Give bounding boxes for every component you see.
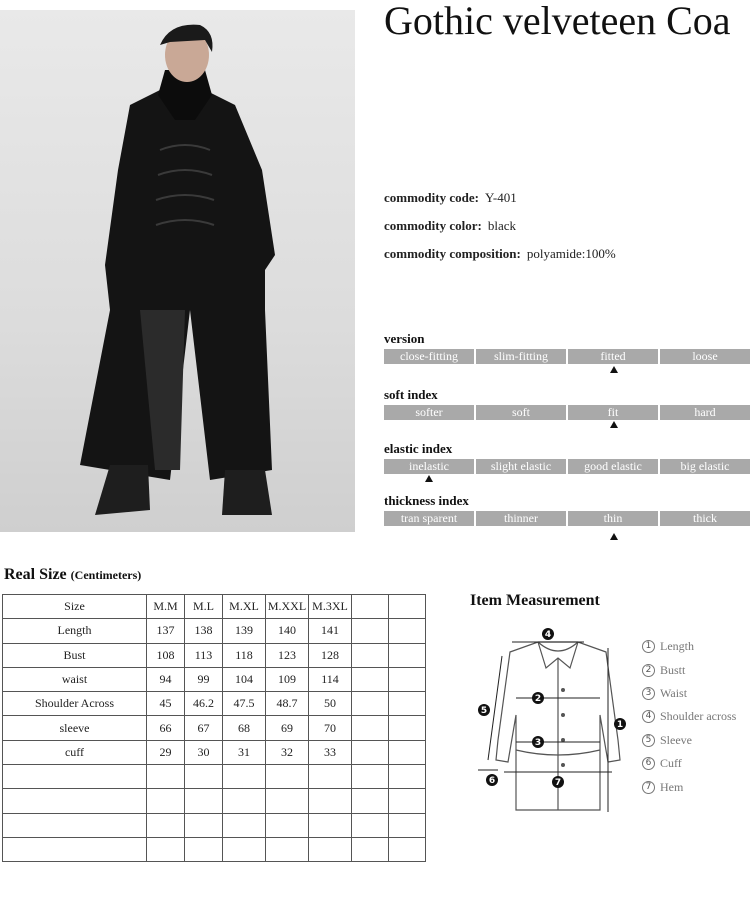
legend-number: 4 [642, 710, 655, 723]
table-cell [266, 789, 309, 813]
table-cell [352, 716, 389, 740]
table-cell: 32 [266, 740, 309, 764]
soft-index-scale [384, 405, 750, 420]
table-cell [266, 765, 309, 789]
table-cell: 47.5 [223, 692, 266, 716]
table-cell [147, 789, 185, 813]
legend-item-waist [642, 682, 736, 705]
table-cell: 66 [147, 716, 185, 740]
table-row [3, 692, 426, 716]
commodity-composition-value: polyamide:100% [526, 246, 616, 261]
legend-label: Shoulder across [660, 709, 737, 724]
thickness-index-title: thickness index [384, 493, 469, 508]
table-cell [147, 813, 185, 837]
table-cell: 69 [266, 716, 309, 740]
table-cell [223, 789, 266, 813]
legend-number: 5 [642, 734, 655, 747]
soft-index-option: hard [660, 405, 750, 420]
soft-index-option: fit [568, 405, 658, 420]
table-cell [389, 813, 426, 837]
table-cell [223, 813, 266, 837]
table-cell [352, 813, 389, 837]
thickness-index-option: thick [660, 511, 750, 526]
soft-index-title: soft index [384, 387, 438, 402]
table-cell [389, 837, 426, 861]
elastic-index-option: slight elastic [476, 459, 566, 474]
table-row [3, 643, 426, 667]
version-option: loose [660, 349, 750, 364]
table-cell [389, 667, 426, 691]
table-cell [223, 765, 266, 789]
table-cell: cuff [3, 740, 147, 764]
table-cell [185, 837, 223, 861]
svg-text:2: 2 [534, 694, 542, 704]
svg-text:1: 1 [616, 720, 624, 730]
table-cell [389, 643, 426, 667]
table-cell: 114 [309, 667, 352, 691]
table-cell [223, 837, 266, 861]
table-cell [389, 716, 426, 740]
table-cell [147, 837, 185, 861]
table-cell [147, 765, 185, 789]
table-header-cell: M.XXL [266, 595, 309, 619]
table-cell: 128 [309, 643, 352, 667]
table-cell: sleeve [3, 716, 147, 740]
table-cell: 141 [309, 619, 352, 643]
table-cell: 46.2 [185, 692, 223, 716]
table-cell: 67 [185, 716, 223, 740]
table-cell: 139 [223, 619, 266, 643]
commodity-color-value: black [487, 218, 516, 233]
soft-index-option: soft [476, 405, 566, 420]
table-row [3, 619, 426, 643]
commodity-code-row [384, 190, 517, 206]
legend-item-shoulder [642, 705, 736, 728]
elastic-index-option: big elastic [660, 459, 750, 474]
table-cell: 108 [147, 643, 185, 667]
table-cell [266, 813, 309, 837]
table-cell [352, 740, 389, 764]
legend-label: Length [660, 639, 694, 654]
table-cell: 33 [309, 740, 352, 764]
table-cell: 45 [147, 692, 185, 716]
commodity-code-value: Y-401 [484, 190, 517, 205]
table-cell [389, 692, 426, 716]
table-cell: Bust [3, 643, 147, 667]
table-cell [3, 765, 147, 789]
legend-number: 3 [642, 687, 655, 700]
elastic-index-title: elastic index [384, 441, 453, 456]
table-row [3, 667, 426, 691]
table-cell [389, 740, 426, 764]
table-row [3, 813, 426, 837]
table-cell: Shoulder Across [3, 692, 147, 716]
svg-text:3: 3 [534, 738, 542, 748]
table-cell [266, 837, 309, 861]
table-cell: 118 [223, 643, 266, 667]
table-cell [309, 765, 352, 789]
table-row [3, 765, 426, 789]
soft-index-marker [610, 421, 618, 428]
elastic-index-option: good elastic [568, 459, 658, 474]
table-cell: 29 [147, 740, 185, 764]
table-cell: 50 [309, 692, 352, 716]
legend-number: 7 [642, 781, 655, 794]
thickness-index-option: thinner [476, 511, 566, 526]
table-cell [389, 619, 426, 643]
table-cell: 140 [266, 619, 309, 643]
table-cell: 99 [185, 667, 223, 691]
commodity-color-label: commodity color: [384, 218, 482, 233]
table-header-cell: M.3XL [309, 595, 352, 619]
table-cell: 104 [223, 667, 266, 691]
table-cell: 31 [223, 740, 266, 764]
thickness-index-option: tran sparent [384, 511, 474, 526]
legend-label: Cuff [660, 756, 682, 771]
product-photo [0, 10, 355, 532]
legend-label: Waist [660, 685, 688, 700]
legend-item-length [642, 635, 736, 658]
commodity-color-row [384, 218, 516, 234]
table-header-cell [389, 595, 426, 619]
table-cell [3, 813, 147, 837]
version-marker [610, 366, 618, 373]
table-cell [185, 813, 223, 837]
table-cell [309, 837, 352, 861]
legend-label: Hem [660, 779, 684, 794]
table-row [3, 789, 426, 813]
svg-text:4: 4 [544, 630, 552, 640]
table-cell: 94 [147, 667, 185, 691]
commodity-composition-label: commodity composition: [384, 246, 521, 261]
commodity-composition-row [384, 246, 616, 262]
table-cell: 48.7 [266, 692, 309, 716]
measurement-legend [642, 635, 736, 799]
version-option: close-fitting [384, 349, 474, 364]
table-cell [3, 789, 147, 813]
table-cell: 123 [266, 643, 309, 667]
table-cell [3, 837, 147, 861]
soft-index-option: softer [384, 405, 474, 420]
legend-item-cuff [642, 752, 736, 775]
table-cell: waist [3, 667, 147, 691]
real-size-title [4, 566, 141, 584]
table-cell: 137 [147, 619, 185, 643]
table-cell [352, 667, 389, 691]
table-cell: 113 [185, 643, 223, 667]
thickness-index-marker [610, 533, 618, 540]
version-option: fitted [568, 349, 658, 364]
table-row [3, 740, 426, 764]
svg-text:7: 7 [554, 778, 562, 788]
commodity-code-label: commodity code: [384, 190, 479, 205]
svg-text:5: 5 [480, 706, 488, 716]
table-cell: 109 [266, 667, 309, 691]
table-cell: 70 [309, 716, 352, 740]
legend-item-sleeve [642, 729, 736, 752]
version-option: slim-fitting [476, 349, 566, 364]
legend-item-hem [642, 775, 736, 798]
table-cell [352, 765, 389, 789]
elastic-index-scale [384, 459, 750, 474]
size-table-header [3, 595, 426, 619]
real-size-heading: Real Size [4, 566, 67, 583]
elastic-index-marker [425, 475, 433, 482]
table-cell [389, 789, 426, 813]
table-cell [389, 765, 426, 789]
table-cell [309, 789, 352, 813]
table-header-cell [352, 595, 389, 619]
coat-measurement-diagram [468, 620, 633, 825]
table-cell: Length [3, 619, 147, 643]
size-table [2, 594, 426, 862]
table-cell [185, 765, 223, 789]
table-header-cell: M.XL [223, 595, 266, 619]
table-cell [352, 692, 389, 716]
table-cell [352, 619, 389, 643]
table-cell [352, 837, 389, 861]
table-cell [352, 789, 389, 813]
table-row [3, 716, 426, 740]
item-measurement-title: Item Measurement [470, 592, 600, 609]
table-header-cell: M.M [147, 595, 185, 619]
table-cell: 68 [223, 716, 266, 740]
table-header-cell: M.L [185, 595, 223, 619]
real-size-unit: (Centimeters) [70, 568, 142, 582]
elastic-index-option: inelastic [384, 459, 474, 474]
version-title: version [384, 331, 425, 346]
legend-number: 1 [642, 640, 655, 653]
table-row [3, 837, 426, 861]
table-cell: 30 [185, 740, 223, 764]
svg-text:6: 6 [488, 776, 496, 786]
table-cell [185, 789, 223, 813]
product-title: Gothic velveteen Coa [384, 0, 731, 43]
legend-number: 6 [642, 757, 655, 770]
version-scale [384, 349, 750, 364]
legend-number: 2 [642, 664, 655, 677]
legend-item-bust [642, 658, 736, 681]
legend-label: Sleeve [660, 732, 692, 747]
legend-label: Bustt [660, 662, 686, 677]
table-cell [352, 643, 389, 667]
table-cell: 138 [185, 619, 223, 643]
table-header-cell: Size [3, 595, 147, 619]
thickness-index-option: thin [568, 511, 658, 526]
thickness-index-scale [384, 511, 750, 526]
table-cell [309, 813, 352, 837]
